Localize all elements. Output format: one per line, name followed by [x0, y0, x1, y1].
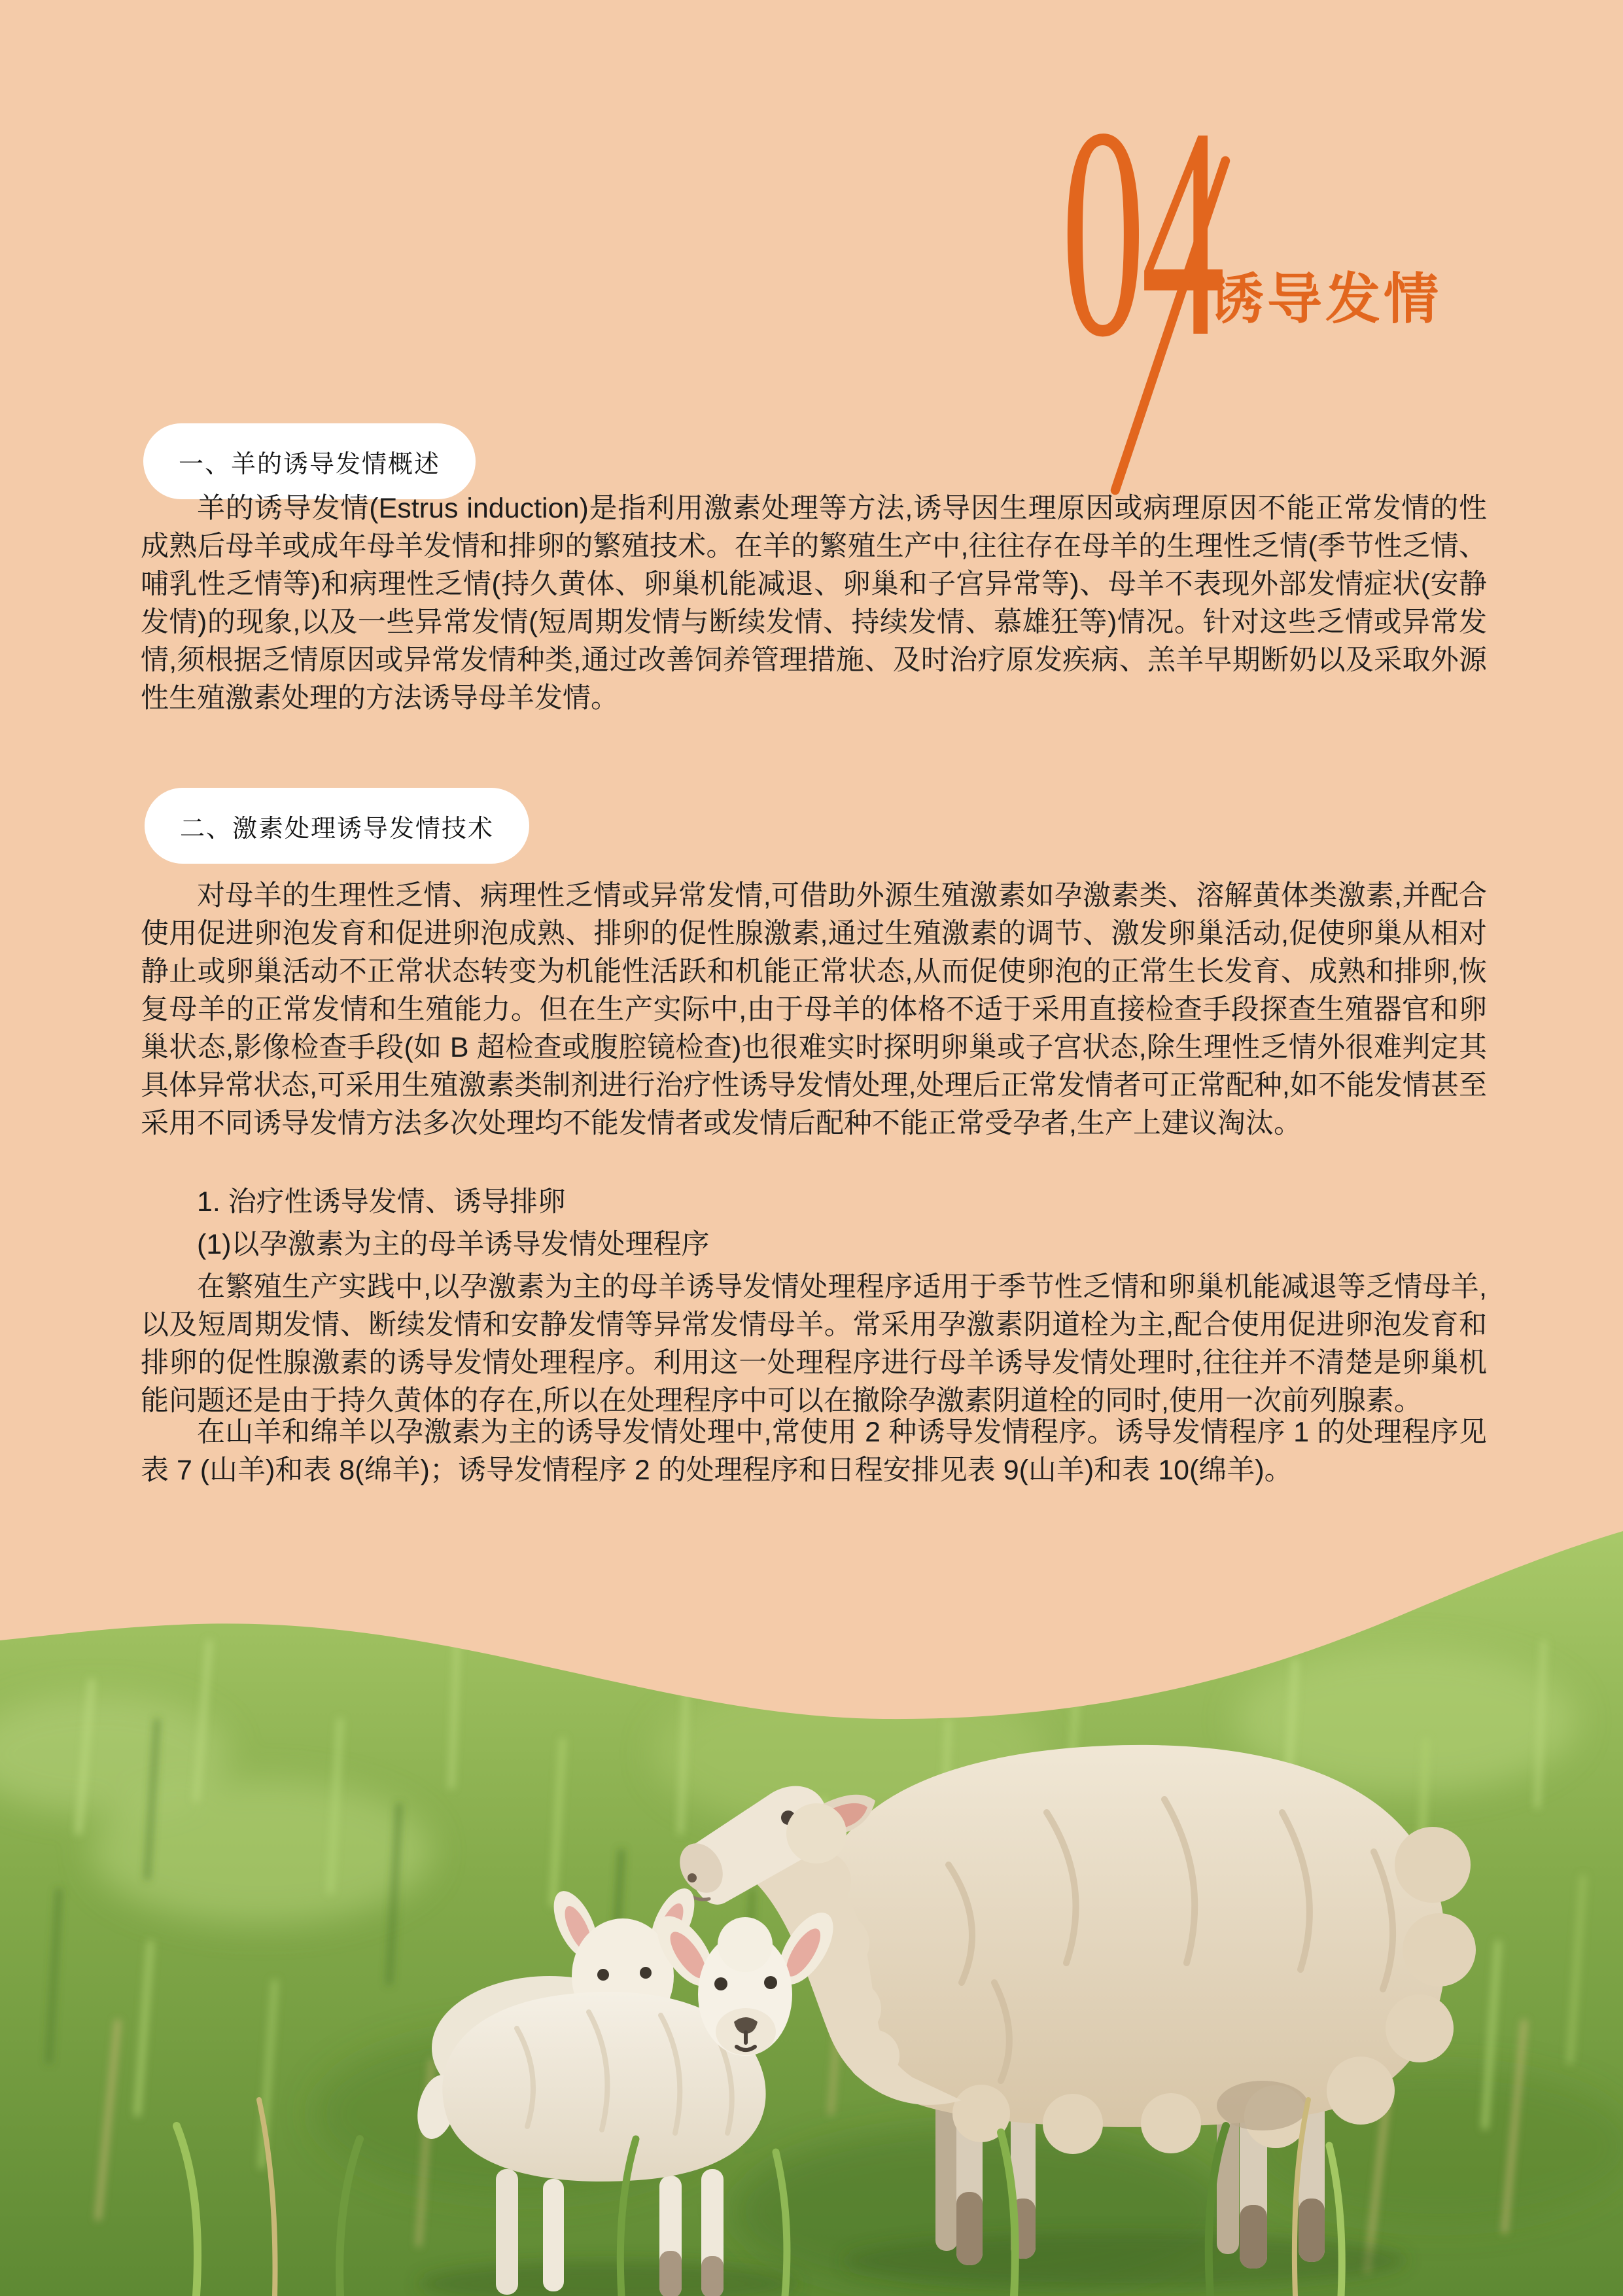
subheading-therapeutic-induction: 1. 治疗性诱导发情、诱导排卵 — [197, 1186, 566, 1218]
subheading-progestin-program: (1)以孕激素为主的母羊诱导发情处理程序 — [197, 1229, 710, 1260]
section-heading-hormone-label: 二、激素处理诱导发情技术 — [180, 815, 495, 843]
chapter-number: 04 — [1061, 65, 1221, 399]
section-heading-overview-label: 一、羊的诱导发情概述 — [179, 450, 441, 478]
sheep-photo — [0, 1525, 1623, 2296]
sheep-photo-canvas — [0, 1525, 1623, 2296]
section-heading-overview — [143, 423, 476, 499]
overview-paragraph: 羊的诱导发情(Estrus induction)是指利用激素处理等方法,诱导因生理原因或病理原因不能正常发情的性成熟后母羊或成年母羊发情和排卵的繁殖技术。在羊的繁殖生产中,往往存在母羊的生理性乏情(季节性乏情、哺乳性乏情等)和病理性乏情(持久黄体、卵巢机能减退、卵巢和子宫异常等)、母羊不表现外部发情症状(安静发情)的现象,以及一些异常发情(短周期发情与断续发情、持续发情、慕雄狂等)情况。针对这些乏情或异常发情,须根据乏情原因或异常发情种类,通过改善饲养管理措施、及时治疗原发疾病、羔羊早期断奶以及采取外源性生殖激素处理的方法诱导母羊发情。 — [141, 493, 1487, 714]
progestin-program-paragraph: 在繁殖生产实践中,以孕激素为主的母羊诱导发情处理程序适用于季节性乏情和卵巢机能减退等乏情母羊,以及短周期发情、断续发情和安静发情等异常发情母羊。常采用孕激素阴道栓为主,配合使用促进卵泡发育和排卵的促性腺激素的诱导发情处理程序。利用这一处理程序进行母羊诱导发情处理时,往往并不清楚是卵巢机能问题还是由于持久黄体的存在,所以在处理程序中可以在撤除孕激素阴道栓的同时,使用一次前列腺素。 — [141, 1271, 1487, 1417]
hormone-intro-paragraph: 对母羊的生理性乏情、病理性乏情或异常发情,可借助外源生殖激素如孕激素类、溶解黄体类激素,并配合使用促进卵泡发育和促进卵泡成熟、排卵的促性腺激素,通过生殖激素的调节、激发卵巢活动,促使卵巢从相对静止或卵巢活动不正常状态转变为机能性活跃和机能正常状态,从而促使卵泡的正常生长发育、成熟和排卵,恢复母羊的正常发情和生殖能力。但在生产实际中,由于母羊的体格不适于采用直接检查手段探查生殖器官和卵巢状态,影像检查手段(如 B 超检查或腹腔镜检查)也很难实时探明卵巢或子宫状态,除生理性乏情外很难判定其具体异常状态,可采用生殖激素类制剂进行治疗性诱导发情处理,处理后正常发情者可正常配种,如不能发情甚至采用不同诱导发情方法多次处理均不能发情者或发情后配种不能正常受孕者,生产上建议淘汰。 — [141, 880, 1487, 1139]
program-tables-paragraph: 在山羊和绵羊以孕激素为主的诱导发情处理中,常使用 2 种诱导发情程序。诱导发情程序 1 的处理程序见表 7 (山羊)和表 8(绵羊)；诱导发情程序 2 的处理程序和日程安排见表 9(山羊)和表 10(绵羊)。 — [141, 1417, 1487, 1486]
section-heading-hormone — [145, 788, 529, 864]
chapter-title: 诱导发情 — [1209, 268, 1442, 330]
